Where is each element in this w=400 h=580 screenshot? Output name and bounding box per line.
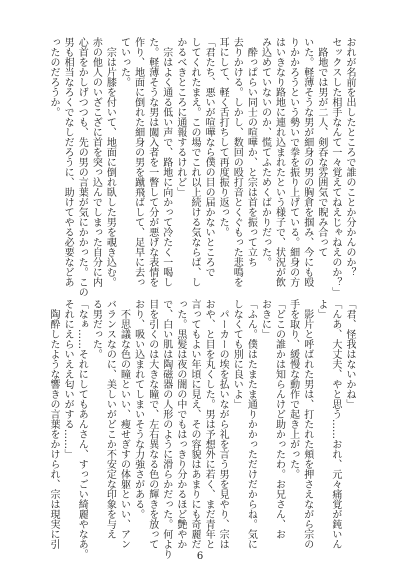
bottom-text-column: よ」 xyxy=(315,299,327,319)
bottom-text-column: る男だった。 xyxy=(90,299,102,359)
bottom-text-column: で、白い肌は陶磁器の人形のように滑らかだった。何より xyxy=(160,299,172,559)
top-text-column: 宗は片膝を付いて、地面に倒れ臥した男を覗き込む。 xyxy=(104,37,116,287)
top-text-column: 赤の他人のいざこざに首を突っ込んでしまった自分に内 xyxy=(90,37,102,287)
bottom-text-column: 陶酔したような響きの言葉をかけられ、宗は現実に引 xyxy=(48,299,60,549)
top-text-column: ったのだろうか。 xyxy=(48,37,60,117)
top-text-column: 耳にして、軽く舌打ちして再度振り返った。 xyxy=(217,37,229,237)
top-text-column: 「君たち、悪いが喧嘩なら僕の目の届かないところで xyxy=(203,37,215,277)
bottom-text-column: 言ってもよい年頃に見え、その容貌はあまりにも奇麗だ xyxy=(188,299,200,549)
top-text-block xyxy=(44,37,356,297)
top-text-column: 酔っぱらい同士の喧嘩か、と宗は首を振って立ち xyxy=(245,37,257,267)
top-text-column: み込めていないのか、慌てふためくばかりだった。 xyxy=(259,37,271,267)
bottom-text-column: 「なぁ……それにしてもあんさん、すっごい綺麗やなあ。 xyxy=(76,299,88,559)
top-text-column: してくれたまえ。この場でこれ以上続ける気ならば、し xyxy=(188,37,200,287)
top-text-column: セックスした相手なんて一々覚えてねえじゃねえのか？」 xyxy=(329,37,341,297)
bottom-text-column: バランスなのに、美しいがどこか不安定な印象を与え xyxy=(104,299,116,539)
bottom-text-column: おり、吸い込まれてしまいそうな力強さがある。 xyxy=(132,299,144,519)
top-text-column: 宗はよく通る低い声で、路地に向かって冷たく一喝し xyxy=(160,37,172,287)
top-text-column: 路地では男が二人、剣呑な雰囲気で睨み合って xyxy=(315,37,327,257)
top-text-column: おれが名前を出したところで誰のことか分かんのか？ xyxy=(344,37,355,277)
top-text-column: 去りかける。しかし、数回の殴打音とくぐもった悲鳴を xyxy=(231,37,243,287)
top-text-column: はいきなり路地に連れ込まれたという様子で、状況が飲 xyxy=(273,37,285,287)
bottom-text-column: 手を取り、緩慢な動作で起き上がった。 xyxy=(287,299,299,479)
bottom-text-column: 不思議な色の瞳といい、痩せぎすの体躯といい、アン xyxy=(118,299,130,549)
bottom-text-column: 「んあ、大丈夫、やと思う……おれ、元々痛覚が鈍いん xyxy=(329,299,341,549)
top-text-column: いた。軽薄そうな男が細身の男の胸倉を掴み、今にも殴 xyxy=(301,37,313,287)
page-number: 6 xyxy=(196,551,204,562)
bottom-text-column: 「ふん。僕はたまたま通りかかっただけだからね。気に xyxy=(245,299,257,549)
bottom-text-column: おきに」 xyxy=(259,299,271,339)
bottom-text-column: 目を引くのは大きな瞳で、左右異なる色の輝きを放って xyxy=(146,299,158,549)
top-text-column: た。軽薄そうな男は闖入者を一瞥して分が悪げな表情を xyxy=(146,37,158,287)
bottom-text-column: った。黒髪は夜の闇の中でもはっきり分かるほど艶やか xyxy=(174,299,186,549)
bottom-text-column: パーカーの埃を払いながら礼を言う男を見やり、宗は xyxy=(217,299,229,549)
top-text-column: 男も相当なろくでなしだろうに、助けてやる必要などあ xyxy=(62,37,74,287)
top-text-column: 心首をかしげつつも、先の男の言葉が気にかかった。この xyxy=(76,37,88,297)
bottom-text-column: それにえらいええ匂いがする……」 xyxy=(62,299,74,459)
bottom-text-column: おや、と目を丸くした。男は予想外に若く、まだ青年と xyxy=(203,299,215,549)
top-text-column: りかかろうという勢いで拳を振り上げている。細身の方 xyxy=(287,37,299,287)
top-text-column: 作り、地面に倒れた細身の男を蹴飛ばして、足早に去っ xyxy=(132,37,144,287)
bottom-text-column: 「どこの誰かは知らんけど助かったわ。お兄さん、お xyxy=(273,299,285,539)
bottom-text-column: しなくても別に良いよ」 xyxy=(231,299,243,409)
bottom-text-column: 影片と呼ばれた男は、打たれた頬を押さえながら宗の xyxy=(301,299,313,549)
top-text-column: かるべきところに通報するけれど」 xyxy=(174,37,186,197)
top-text-column: ていった。 xyxy=(118,37,130,87)
bottom-text-block xyxy=(44,299,356,559)
bottom-text-column: 「君、怪我はないかね」 xyxy=(344,299,355,409)
